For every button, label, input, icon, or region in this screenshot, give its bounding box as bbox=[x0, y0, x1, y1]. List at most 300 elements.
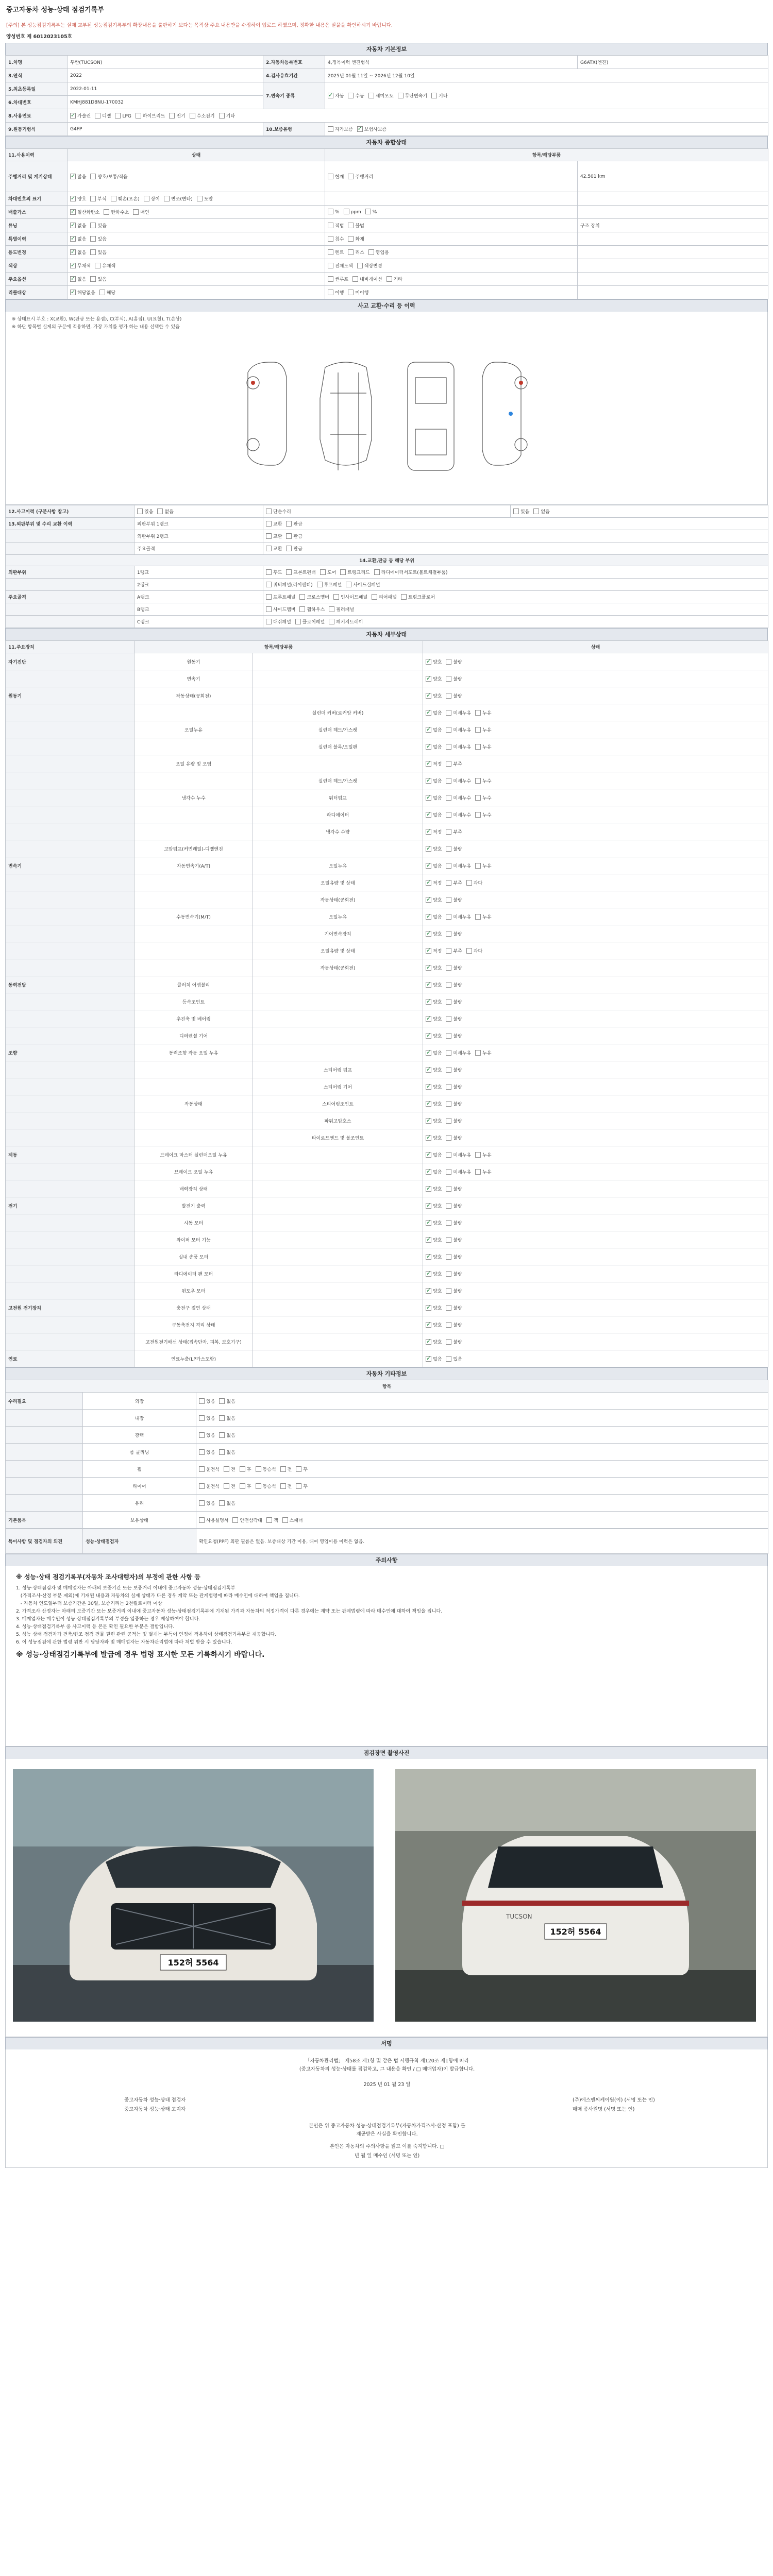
option-item[interactable] bbox=[328, 222, 344, 229]
checkbox-icon[interactable] bbox=[426, 948, 431, 954]
option-item[interactable] bbox=[266, 581, 313, 588]
checkbox-icon[interactable] bbox=[266, 606, 272, 612]
checkbox-icon[interactable] bbox=[446, 1033, 451, 1039]
checkbox-icon[interactable] bbox=[446, 1152, 451, 1158]
checkbox-icon[interactable] bbox=[365, 209, 371, 214]
option-item[interactable] bbox=[199, 1466, 220, 1472]
option-item[interactable] bbox=[199, 1449, 215, 1455]
option-item[interactable] bbox=[466, 947, 482, 954]
checkbox-icon[interactable] bbox=[240, 1466, 245, 1472]
checkbox-icon[interactable] bbox=[475, 863, 481, 869]
option-item[interactable] bbox=[446, 913, 471, 920]
checkbox-icon[interactable] bbox=[466, 880, 472, 886]
option-item[interactable] bbox=[317, 581, 342, 588]
option-item[interactable] bbox=[475, 794, 491, 801]
checkbox-icon[interactable] bbox=[426, 1322, 431, 1328]
checkbox-icon[interactable] bbox=[70, 196, 76, 201]
option-item[interactable] bbox=[197, 195, 213, 202]
checkbox-icon[interactable] bbox=[426, 982, 431, 988]
checkbox-icon[interactable] bbox=[426, 965, 431, 971]
checkbox-icon[interactable] bbox=[426, 1356, 431, 1362]
option-item[interactable] bbox=[446, 1321, 462, 1328]
checkbox-icon[interactable] bbox=[266, 594, 272, 600]
option-item[interactable] bbox=[199, 1500, 215, 1506]
option-item[interactable] bbox=[426, 743, 442, 750]
option-item[interactable] bbox=[426, 1100, 442, 1107]
option-item[interactable] bbox=[446, 811, 471, 818]
option-item[interactable] bbox=[224, 1483, 236, 1489]
checkbox-icon[interactable] bbox=[70, 209, 76, 215]
option-item[interactable] bbox=[219, 1449, 235, 1455]
option-item[interactable] bbox=[386, 276, 402, 282]
checkbox-icon[interactable] bbox=[426, 795, 431, 801]
option-item[interactable] bbox=[446, 1168, 471, 1175]
checkbox-icon[interactable] bbox=[446, 931, 451, 937]
checkbox-icon[interactable] bbox=[133, 209, 139, 215]
option-item[interactable] bbox=[136, 112, 165, 119]
checkbox-icon[interactable] bbox=[90, 249, 96, 255]
option-item[interactable] bbox=[446, 930, 462, 937]
option-item[interactable] bbox=[475, 811, 491, 818]
checkbox-icon[interactable] bbox=[446, 1101, 451, 1107]
option-item[interactable] bbox=[266, 594, 295, 600]
checkbox-icon[interactable] bbox=[426, 1135, 431, 1141]
checkbox-icon[interactable] bbox=[426, 1254, 431, 1260]
checkbox-icon[interactable] bbox=[426, 931, 431, 937]
option-item[interactable] bbox=[266, 545, 282, 552]
checkbox-icon[interactable] bbox=[70, 236, 76, 242]
checkbox-icon[interactable] bbox=[475, 778, 481, 784]
checkbox-icon[interactable] bbox=[280, 1466, 286, 1472]
option-item[interactable] bbox=[446, 777, 471, 784]
option-item[interactable] bbox=[70, 209, 99, 215]
option-item[interactable] bbox=[401, 594, 435, 600]
checkbox-icon[interactable] bbox=[446, 1356, 451, 1362]
option-item[interactable] bbox=[475, 913, 491, 920]
checkbox-icon[interactable] bbox=[95, 113, 100, 118]
option-item[interactable] bbox=[426, 1066, 442, 1073]
checkbox-icon[interactable] bbox=[328, 276, 333, 282]
option-item[interactable] bbox=[348, 173, 373, 180]
option-item[interactable] bbox=[90, 222, 106, 229]
option-item[interactable] bbox=[111, 195, 140, 202]
option-item[interactable] bbox=[90, 235, 106, 242]
checkbox-icon[interactable] bbox=[446, 982, 451, 988]
option-item[interactable] bbox=[286, 569, 315, 575]
checkbox-icon[interactable] bbox=[90, 223, 96, 228]
checkbox-icon[interactable] bbox=[446, 710, 451, 716]
checkbox-icon[interactable] bbox=[266, 569, 272, 575]
option-item[interactable] bbox=[446, 947, 462, 954]
option-item[interactable] bbox=[426, 1151, 442, 1158]
checkbox-icon[interactable] bbox=[426, 914, 431, 920]
option-item[interactable] bbox=[328, 92, 344, 99]
checkbox-icon[interactable] bbox=[374, 569, 380, 575]
checkbox-icon[interactable] bbox=[282, 1517, 288, 1523]
checkbox-icon[interactable] bbox=[190, 113, 195, 118]
checkbox-icon[interactable] bbox=[70, 290, 76, 295]
checkbox-icon[interactable] bbox=[317, 582, 323, 587]
checkbox-icon[interactable] bbox=[446, 659, 451, 665]
checkbox-icon[interactable] bbox=[446, 1254, 451, 1260]
option-item[interactable] bbox=[219, 1500, 235, 1506]
option-item[interactable] bbox=[446, 1151, 471, 1158]
option-item[interactable] bbox=[426, 1185, 442, 1192]
option-item[interactable] bbox=[426, 930, 442, 937]
checkbox-icon[interactable] bbox=[446, 1305, 451, 1311]
option-item[interactable] bbox=[446, 1083, 462, 1090]
checkbox-icon[interactable] bbox=[475, 710, 481, 716]
checkbox-icon[interactable] bbox=[329, 619, 334, 624]
option-item[interactable] bbox=[446, 845, 462, 852]
option-item[interactable] bbox=[446, 1049, 471, 1056]
option-item[interactable] bbox=[475, 777, 491, 784]
checkbox-icon[interactable] bbox=[446, 1169, 451, 1175]
checkbox-icon[interactable] bbox=[199, 1483, 205, 1489]
option-item[interactable] bbox=[446, 1202, 462, 1209]
checkbox-icon[interactable] bbox=[446, 965, 451, 971]
option-item[interactable] bbox=[426, 811, 442, 818]
option-item[interactable] bbox=[199, 1398, 215, 1404]
option-item[interactable] bbox=[282, 1517, 303, 1523]
option-item[interactable] bbox=[475, 726, 491, 733]
option-item[interactable] bbox=[368, 92, 394, 99]
checkbox-icon[interactable] bbox=[386, 276, 392, 282]
option-item[interactable] bbox=[344, 209, 361, 215]
option-item[interactable] bbox=[70, 195, 86, 202]
option-item[interactable] bbox=[426, 1083, 442, 1090]
option-item[interactable] bbox=[286, 533, 302, 539]
checkbox-icon[interactable] bbox=[426, 1186, 431, 1192]
option-item[interactable] bbox=[446, 1032, 462, 1039]
option-item[interactable] bbox=[328, 173, 344, 180]
checkbox-icon[interactable] bbox=[295, 619, 301, 624]
option-item[interactable] bbox=[70, 276, 86, 282]
option-item[interactable] bbox=[426, 1134, 442, 1141]
checkbox-icon[interactable] bbox=[348, 223, 354, 228]
checkbox-icon[interactable] bbox=[344, 209, 349, 214]
option-item[interactable] bbox=[446, 675, 462, 682]
checkbox-icon[interactable] bbox=[446, 1339, 451, 1345]
checkbox-icon[interactable] bbox=[446, 1203, 451, 1209]
option-item[interactable] bbox=[365, 209, 377, 215]
checkbox-icon[interactable] bbox=[446, 846, 451, 852]
option-item[interactable] bbox=[266, 618, 291, 625]
option-item[interactable] bbox=[446, 964, 462, 971]
option-item[interactable] bbox=[352, 276, 382, 282]
checkbox-icon[interactable] bbox=[368, 93, 374, 98]
checkbox-icon[interactable] bbox=[426, 880, 431, 886]
option-item[interactable] bbox=[446, 743, 471, 750]
option-item[interactable] bbox=[446, 1219, 462, 1226]
checkbox-icon[interactable] bbox=[70, 223, 76, 228]
option-item[interactable] bbox=[70, 173, 86, 180]
option-item[interactable] bbox=[372, 594, 397, 600]
option-item[interactable] bbox=[446, 879, 462, 886]
checkbox-icon[interactable] bbox=[357, 126, 363, 132]
option-item[interactable] bbox=[329, 618, 363, 625]
checkbox-icon[interactable] bbox=[446, 795, 451, 801]
checkbox-icon[interactable] bbox=[446, 1322, 451, 1328]
checkbox-icon[interactable] bbox=[199, 1415, 205, 1421]
checkbox-icon[interactable] bbox=[533, 509, 539, 514]
checkbox-icon[interactable] bbox=[475, 1169, 481, 1175]
checkbox-icon[interactable] bbox=[426, 999, 431, 1005]
checkbox-icon[interactable] bbox=[104, 209, 109, 215]
option-item[interactable] bbox=[426, 981, 442, 988]
option-item[interactable] bbox=[95, 112, 111, 119]
option-item[interactable] bbox=[446, 1338, 462, 1345]
option-item[interactable] bbox=[431, 92, 447, 99]
option-item[interactable] bbox=[426, 1270, 442, 1277]
option-item[interactable] bbox=[164, 195, 193, 202]
option-item[interactable] bbox=[446, 1304, 462, 1311]
checkbox-icon[interactable] bbox=[70, 276, 76, 282]
option-item[interactable] bbox=[280, 1483, 292, 1489]
checkbox-icon[interactable] bbox=[475, 727, 481, 733]
checkbox-icon[interactable] bbox=[426, 676, 431, 682]
option-item[interactable] bbox=[446, 1134, 462, 1141]
option-item[interactable] bbox=[99, 289, 115, 296]
option-item[interactable] bbox=[446, 658, 462, 665]
checkbox-icon[interactable] bbox=[328, 93, 333, 98]
checkbox-icon[interactable] bbox=[266, 509, 272, 514]
checkbox-icon[interactable] bbox=[426, 1067, 431, 1073]
checkbox-icon[interactable] bbox=[328, 236, 333, 242]
option-item[interactable] bbox=[70, 222, 86, 229]
checkbox-icon[interactable] bbox=[348, 93, 354, 98]
option-item[interactable] bbox=[169, 112, 185, 119]
option-item[interactable] bbox=[426, 998, 442, 1005]
checkbox-icon[interactable] bbox=[296, 1483, 301, 1489]
checkbox-icon[interactable] bbox=[169, 113, 175, 118]
checkbox-icon[interactable] bbox=[95, 263, 100, 268]
checkbox-icon[interactable] bbox=[475, 744, 481, 750]
option-item[interactable] bbox=[340, 569, 369, 575]
checkbox-icon[interactable] bbox=[320, 569, 326, 575]
option-item[interactable] bbox=[426, 913, 442, 920]
checkbox-icon[interactable] bbox=[328, 174, 333, 179]
option-item[interactable] bbox=[199, 1415, 215, 1421]
checkbox-icon[interactable] bbox=[286, 521, 292, 527]
checkbox-icon[interactable] bbox=[446, 948, 451, 954]
option-item[interactable] bbox=[232, 1517, 262, 1523]
option-item[interactable] bbox=[426, 1049, 442, 1056]
option-item[interactable] bbox=[446, 1236, 462, 1243]
option-item[interactable] bbox=[266, 520, 282, 527]
option-item[interactable] bbox=[328, 289, 344, 296]
checkbox-icon[interactable] bbox=[199, 1432, 205, 1438]
option-item[interactable] bbox=[446, 1117, 462, 1124]
option-item[interactable] bbox=[446, 1355, 462, 1362]
checkbox-icon[interactable] bbox=[266, 582, 272, 587]
checkbox-icon[interactable] bbox=[475, 1152, 481, 1158]
option-item[interactable] bbox=[104, 209, 129, 215]
option-item[interactable] bbox=[256, 1483, 276, 1489]
checkbox-icon[interactable] bbox=[426, 1084, 431, 1090]
option-item[interactable] bbox=[475, 709, 491, 716]
option-item[interactable] bbox=[446, 1253, 462, 1260]
checkbox-icon[interactable] bbox=[296, 1466, 301, 1472]
checkbox-icon[interactable] bbox=[299, 594, 305, 600]
checkbox-icon[interactable] bbox=[426, 897, 431, 903]
checkbox-icon[interactable] bbox=[446, 1288, 451, 1294]
option-item[interactable] bbox=[426, 964, 442, 971]
checkbox-icon[interactable] bbox=[266, 521, 272, 527]
checkbox-icon[interactable] bbox=[266, 546, 272, 551]
checkbox-icon[interactable] bbox=[426, 1016, 431, 1022]
checkbox-icon[interactable] bbox=[357, 263, 363, 268]
option-item[interactable] bbox=[426, 1287, 442, 1294]
checkbox-icon[interactable] bbox=[348, 174, 354, 179]
checkbox-icon[interactable] bbox=[426, 727, 431, 733]
checkbox-icon[interactable] bbox=[446, 778, 451, 784]
checkbox-icon[interactable] bbox=[328, 209, 333, 214]
option-item[interactable] bbox=[426, 1338, 442, 1345]
checkbox-icon[interactable] bbox=[426, 744, 431, 750]
checkbox-icon[interactable] bbox=[328, 126, 333, 132]
option-item[interactable] bbox=[90, 195, 106, 202]
checkbox-icon[interactable] bbox=[426, 1220, 431, 1226]
option-item[interactable] bbox=[286, 520, 302, 527]
option-item[interactable] bbox=[426, 658, 442, 665]
option-item[interactable] bbox=[296, 1466, 308, 1472]
checkbox-icon[interactable] bbox=[157, 509, 163, 514]
option-item[interactable] bbox=[426, 1202, 442, 1209]
option-item[interactable] bbox=[190, 112, 215, 119]
option-item[interactable] bbox=[374, 569, 448, 575]
checkbox-icon[interactable] bbox=[446, 1135, 451, 1141]
option-item[interactable] bbox=[70, 235, 86, 242]
checkbox-icon[interactable] bbox=[219, 1432, 225, 1438]
option-item[interactable] bbox=[328, 276, 348, 282]
checkbox-icon[interactable] bbox=[446, 1084, 451, 1090]
option-item[interactable] bbox=[426, 879, 442, 886]
checkbox-icon[interactable] bbox=[137, 509, 143, 514]
checkbox-icon[interactable] bbox=[426, 1118, 431, 1124]
checkbox-icon[interactable] bbox=[219, 1398, 225, 1404]
option-item[interactable] bbox=[475, 743, 491, 750]
checkbox-icon[interactable] bbox=[136, 113, 141, 118]
option-item[interactable] bbox=[426, 1236, 442, 1243]
option-item[interactable] bbox=[157, 508, 173, 515]
option-item[interactable] bbox=[446, 794, 471, 801]
option-item[interactable] bbox=[199, 1432, 215, 1438]
option-item[interactable] bbox=[328, 209, 340, 215]
checkbox-icon[interactable] bbox=[70, 174, 76, 179]
option-item[interactable] bbox=[426, 1304, 442, 1311]
option-item[interactable] bbox=[199, 1483, 220, 1489]
option-item[interactable] bbox=[446, 1270, 462, 1277]
option-item[interactable] bbox=[299, 594, 329, 600]
option-item[interactable] bbox=[70, 112, 91, 119]
checkbox-icon[interactable] bbox=[286, 533, 292, 539]
checkbox-icon[interactable] bbox=[446, 676, 451, 682]
checkbox-icon[interactable] bbox=[199, 1500, 205, 1506]
checkbox-icon[interactable] bbox=[446, 1220, 451, 1226]
option-item[interactable] bbox=[533, 508, 549, 515]
checkbox-icon[interactable] bbox=[446, 1067, 451, 1073]
option-item[interactable] bbox=[199, 1517, 228, 1523]
option-item[interactable] bbox=[426, 896, 442, 903]
option-item[interactable] bbox=[446, 828, 462, 835]
option-item[interactable] bbox=[357, 262, 382, 269]
option-item[interactable] bbox=[357, 126, 386, 132]
option-item[interactable] bbox=[95, 262, 115, 269]
checkbox-icon[interactable] bbox=[426, 1288, 431, 1294]
option-item[interactable] bbox=[256, 1466, 276, 1472]
option-item[interactable] bbox=[426, 947, 442, 954]
option-item[interactable] bbox=[426, 1117, 442, 1124]
checkbox-icon[interactable] bbox=[256, 1466, 261, 1472]
checkbox-icon[interactable] bbox=[328, 290, 333, 295]
checkbox-icon[interactable] bbox=[219, 1449, 225, 1455]
checkbox-icon[interactable] bbox=[446, 1186, 451, 1192]
option-item[interactable] bbox=[333, 594, 367, 600]
option-item[interactable] bbox=[219, 1432, 235, 1438]
option-item[interactable] bbox=[70, 262, 91, 269]
option-item[interactable] bbox=[368, 249, 389, 256]
checkbox-icon[interactable] bbox=[199, 1449, 205, 1455]
checkbox-icon[interactable] bbox=[144, 196, 149, 201]
checkbox-icon[interactable] bbox=[70, 263, 76, 268]
checkbox-icon[interactable] bbox=[286, 546, 292, 551]
option-item[interactable] bbox=[426, 675, 442, 682]
checkbox-icon[interactable] bbox=[426, 1271, 431, 1277]
option-item[interactable] bbox=[328, 235, 344, 242]
option-item[interactable] bbox=[446, 998, 462, 1005]
option-item[interactable] bbox=[426, 1321, 442, 1328]
option-item[interactable] bbox=[446, 1100, 462, 1107]
option-item[interactable] bbox=[426, 794, 442, 801]
checkbox-icon[interactable] bbox=[219, 1415, 225, 1421]
option-item[interactable] bbox=[266, 606, 295, 613]
option-item[interactable] bbox=[446, 1015, 462, 1022]
checkbox-icon[interactable] bbox=[426, 1152, 431, 1158]
checkbox-icon[interactable] bbox=[348, 249, 354, 255]
option-item[interactable] bbox=[426, 1015, 442, 1022]
checkbox-icon[interactable] bbox=[232, 1517, 238, 1523]
checkbox-icon[interactable] bbox=[299, 606, 305, 612]
checkbox-icon[interactable] bbox=[266, 533, 272, 539]
option-item[interactable] bbox=[286, 545, 302, 552]
checkbox-icon[interactable] bbox=[328, 223, 333, 228]
checkbox-icon[interactable] bbox=[224, 1483, 229, 1489]
option-item[interactable] bbox=[446, 1066, 462, 1073]
option-item[interactable] bbox=[426, 845, 442, 852]
option-item[interactable] bbox=[475, 1151, 491, 1158]
option-item[interactable] bbox=[426, 862, 442, 869]
option-item[interactable] bbox=[144, 195, 160, 202]
checkbox-icon[interactable] bbox=[446, 693, 451, 699]
checkbox-icon[interactable] bbox=[475, 1050, 481, 1056]
checkbox-icon[interactable] bbox=[426, 659, 431, 665]
checkbox-icon[interactable] bbox=[446, 999, 451, 1005]
checkbox-icon[interactable] bbox=[115, 113, 121, 118]
checkbox-icon[interactable] bbox=[329, 606, 334, 612]
checkbox-icon[interactable] bbox=[372, 594, 377, 600]
checkbox-icon[interactable] bbox=[199, 1398, 205, 1404]
option-item[interactable] bbox=[240, 1483, 251, 1489]
option-item[interactable] bbox=[280, 1466, 292, 1472]
option-item[interactable] bbox=[219, 1415, 235, 1421]
option-item[interactable] bbox=[446, 896, 462, 903]
option-item[interactable] bbox=[426, 760, 442, 767]
checkbox-icon[interactable] bbox=[286, 569, 292, 575]
option-item[interactable] bbox=[426, 1355, 442, 1362]
option-item[interactable] bbox=[426, 692, 442, 699]
checkbox-icon[interactable] bbox=[348, 290, 354, 295]
